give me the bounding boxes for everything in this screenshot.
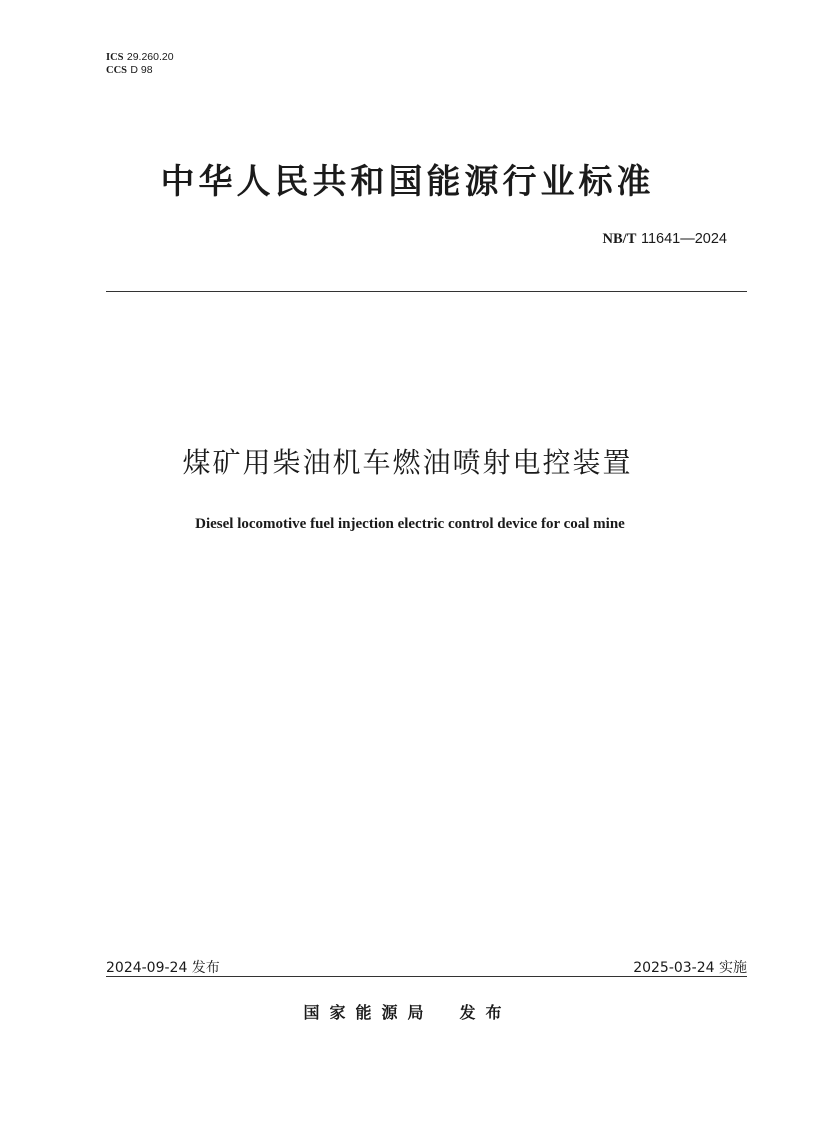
ics-code <box>106 51 174 64</box>
classification-codes <box>106 51 174 77</box>
ccs-label: CCS <box>106 65 128 76</box>
standard-number <box>603 231 727 248</box>
footer-divider <box>106 976 747 977</box>
document-title-cn: 煤矿用柴油机车燃油喷射电控装置 <box>182 446 633 479</box>
ics-label: ICS <box>106 52 124 63</box>
implementation-date: 2025-03-24 实施 <box>633 960 747 976</box>
publisher-line <box>0 1000 815 1023</box>
ccs-value: D 98 <box>130 64 153 76</box>
ics-value: 29.260.20 <box>126 51 174 63</box>
publisher-action: 发布 <box>459 1003 512 1022</box>
standard-category-title: 中华人民共和国能源行业标准 <box>160 162 655 202</box>
document-title-en: Diesel locomotive fuel injection electric control device for coal mine <box>195 516 625 532</box>
ccs-code <box>106 64 174 77</box>
standard-number-prefix: NB/T <box>602 231 637 247</box>
standard-number-value: 11641—2024 <box>640 231 727 247</box>
publisher-agency: 国家能源局 <box>303 1003 434 1022</box>
issue-date: 2024-09-24 发布 <box>106 960 220 976</box>
header-divider <box>106 291 747 292</box>
